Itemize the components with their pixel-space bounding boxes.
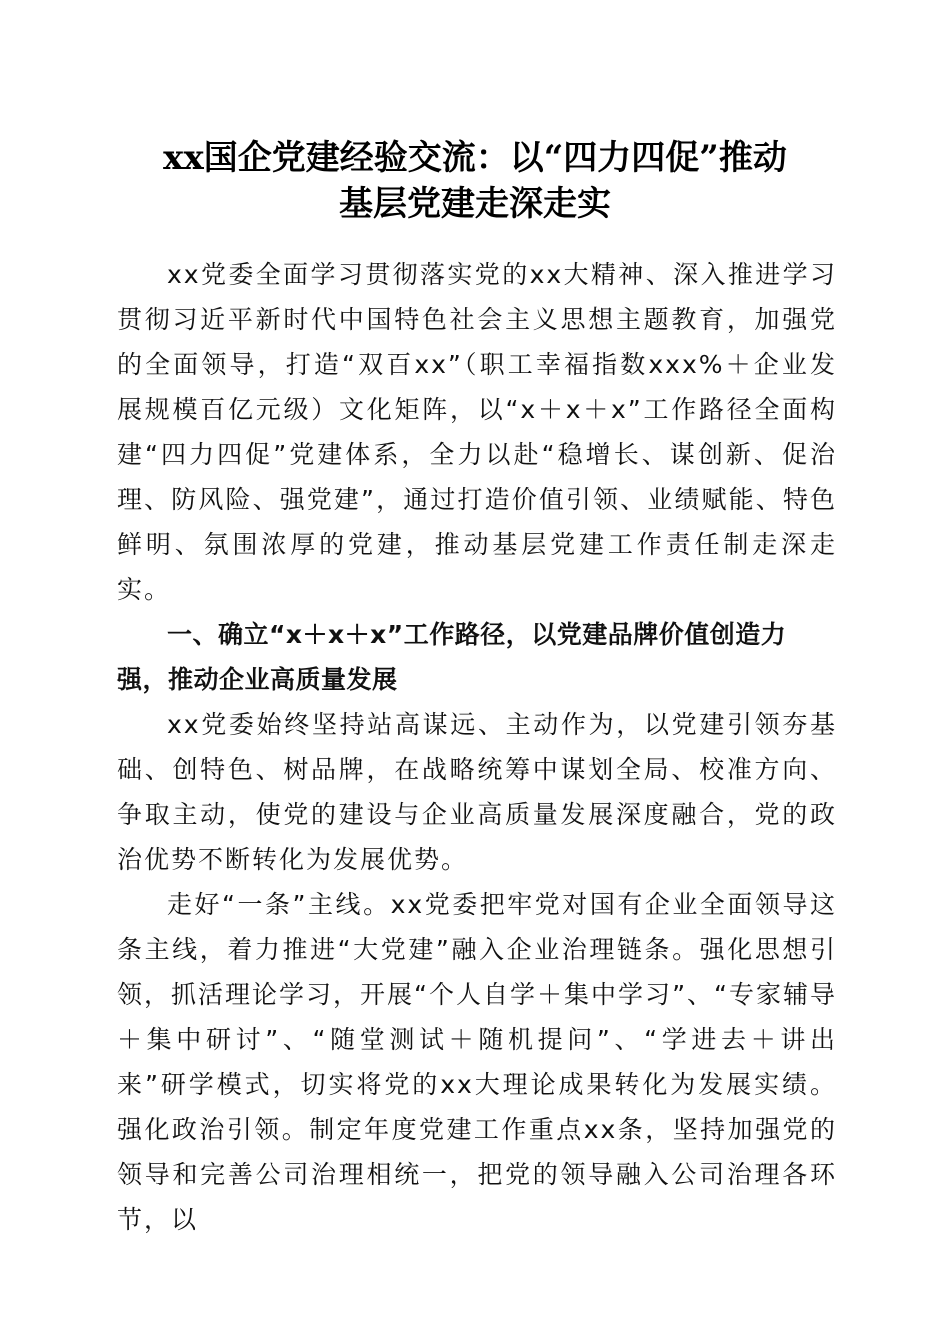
document-title-line-1: xx国企党建经验交流：以“四力四促”推动	[163, 138, 787, 178]
document-body	[117, 252, 837, 1242]
section-1-heading: 一、确立“x＋x＋x”工作路径，以党建品牌价值创造力强，推动企业高质量发展	[117, 620, 787, 694]
document-title-line-2: 基层党建走深走实	[339, 184, 611, 224]
section-1-paragraph-1: xx党委始终坚持站高谋远、主动作为，以党建引领夯基础、创特色、树品牌，在战略统筹中谋划全局、校准方向、争取主动，使党的建设与企业高质量发展深度融合，党的政治优势不断转化为发展优势。	[117, 710, 837, 874]
section-1-paragraph-2: 走好“一条”主线。xx党委把牢党对国有企业全面领导这条主线，着力推进“大党建”融入企业治理链条。强化思想引领，抓活理论学习，开展“个人自学＋集中学习”、“专家辅导＋集中研讨”、“随堂测试＋随机提问”、“学进去＋讲出来”研学模式，切实将党的xx大理论成果转化为发展实绩。强化政治引领。制定年度党建工作重点xx条，坚持加强党的领导和完善公司治理相统一，把党的领导融入公司治理各环节，以	[117, 890, 837, 1234]
intro-paragraph: xx党委全面学习贯彻落实党的xx大精神、深入推进学习贯彻习近平新时代中国特色社会主义思想主题教育，加强党的全面领导，打造“双百xx”（职工幸福指数xxx%＋企业发展规模百亿元级）文化矩阵，以“x＋x＋x”工作路径全面构建“四力四促”党建体系，全力以赴“稳增长、谋创新、促治理、防风险、强党建”，通过打造价值引领、业绩赋能、特色鲜明、氛围浓厚的党建，推动基层党建工作责任制走深走实。	[117, 260, 837, 604]
